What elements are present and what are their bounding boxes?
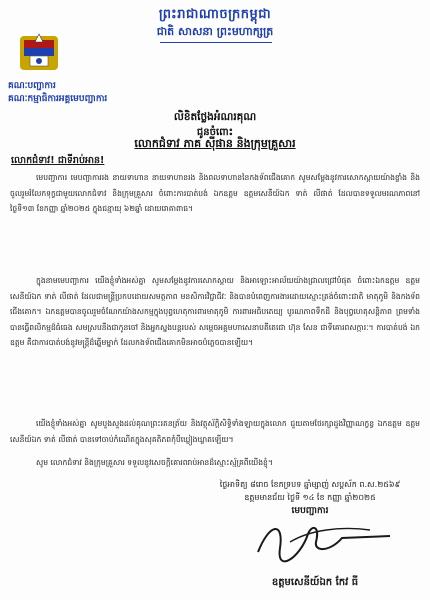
paragraph-2 [10,273,420,413]
kingdom-heading: ព្រះរាជាណាចក្រកម្ពុជា [158,7,272,22]
unit-name-line1: គណៈបញ្ជាការ [8,81,56,91]
letter-addressee-prefix: ជូនចំពោះ [196,127,234,138]
signature-mark [250,512,400,570]
lunar-date: ថ្ងៃអាទិត្យ ៨រោច ខែភទ្របទ ឆ្នាំម្សាញ់ សប្តស័ក ព.ស.២៥៦៩ [219,480,401,489]
paragraph-2-text: ក្នុងនាមមេបញ្ជាការ យើងខ្ញុំទាំងអស់គ្នា សូមសម្តែងនូវការសោកស្តាយ និងអាឡោះអាល័យយ៉ាងជ្រាលជ្រៅបំផុត ចំពោះឯកឧត្តម ឧត្តមសេនីយ៍ឯក ទាត់ លីផាត់ ដែលជាមន្ត្រីប្រកបដោយសមត្ថភាព មនសិការវិជ្ជាជីវៈ និងបានបំពេញការងារដោយស្មោះត្រង់ចំពោះជាតិ មាតុភូមិ និងកងទ័ពជើងគោក។ ឯកឧត្តមបានចូលរួមចំណែកយ៉ាងសកម្មក្នុងបុព្វហេតុការពារមាតុភូមិ ការពារអធិបតេយ្យ បូរណភាពទឹកដី និងបុព្វហេតុសន្តិភាព ព្រមទាំងបានធ្វើពលិកម្មដ៏ធំធេង សមស្របនឹងជាកូនចៅ និងអ្នកស្នងបន្តរបស់ សម្តេចអគ្គមហាសេនាបតីតេជោ ហ៊ុន សែន ជាទីគោរពសក្ការៈ។ ការបាត់បង់ ឯកឧត្តម គឺជាការបាត់បង់នូវមន្ត្រីដ៏ឆ្នើមម្នាក់ ដែលកងទ័ពជើងគោកមិនអាចបំភ្លេចបានឡើយ។ [10,276,420,348]
letter-addressee: លោកជំទាវ ភាគ ស៊ីផាន និងក្រុមគ្រួសារ [134,137,296,150]
motto-heading: ជាតិ សាសនា ព្រះមហាក្សត្រ [156,25,274,38]
letter-title: លិខិតថ្លែងអំណរគុណ [173,111,257,123]
paragraph-1-text: មេបញ្ជាការ មេបញ្ជាការរង នាយទាហាន នាយទាហានរង និងពលទាហាននៃកងទ័ពជើងគោក សូមសម្តែងនូវការសោកស្តាយយ៉ាងខ្លាំង និងចូលរួមរំលែកទុក្ខជាមួយលោកជំទាវ និងក្រុមគ្រួសារ ចំពោះការបាត់បង់ ឯកឧត្តម ឧត្តមសេនីយ៍ឯក ទាត់ លីផាត់ ដែលបានទទួលមរណភាពនៅថ្ងៃទី១៣ ខែកញ្ញា ឆ្នាំ២០២៥ ក្នុងជន្មាយុ ៦២ឆ្នាំ ដោយរោគាពាធ។ [10,173,420,214]
salutation: លោកជំទាវ! ជាទីរាប់អាន! [11,155,105,166]
signer-name: ឧត្តមសេនីយ៍ឯក កែវ ធី [271,577,359,588]
signer-role: មេបញ្ជាការ [291,506,329,516]
paragraph-4 [10,455,420,475]
paragraph-1 [10,170,420,270]
paragraph-3 [10,416,420,450]
paragraph-4-text: សូម លោកជំទាវ និងក្រុមគ្រួសារ ទទួលនូវសេចក្តីគោរពរាប់អានដ៏ស្មោះស្ម័គ្រពីយើងខ្ញុំ។ [36,458,273,467]
army-emblem-icon [16,30,62,76]
header-divider [160,42,272,43]
unit-name-line2: គណៈកម្មាធិការអគ្គមេបញ្ជាការ [8,94,108,104]
solar-date: ឧត្តមមានជ័យ ថ្ងៃទី ១៤ ខែ កញ្ញា ឆ្នាំ២០២៥ [244,493,376,502]
paragraph-3-text: យើងខ្ញុំទាំងអស់គ្នា សូមបួងសួងដល់គុណព្រះរតនត្រ័យ និងវត្ថុស័ក្តិសិទ្ធិទាំងឡាយក្នុងលោក ជួយតាមថែរក្សាដួងវិញ្ញាណក្ខន្ធ ឯកឧត្តម ឧត្តមសេនីយ៍ឯក ទាត់ លីផាត់ បានទៅចាប់កំណើតក្នុងសុគតិភពកុំបីឃ្លៀងឃ្លាតឡើយ។ [10,419,420,444]
